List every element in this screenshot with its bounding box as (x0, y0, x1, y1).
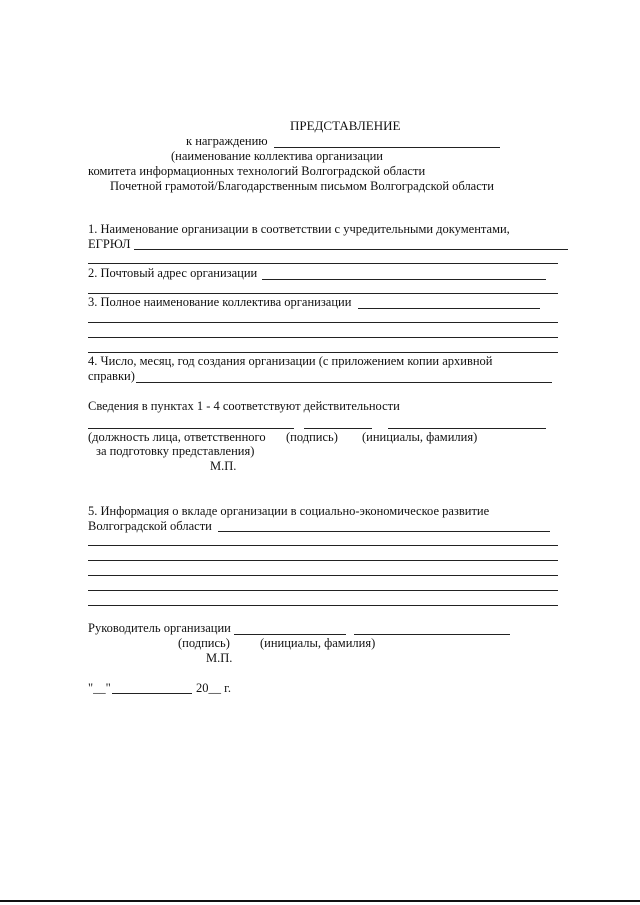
item5-extra-line-1[interactable] (88, 545, 558, 546)
head-name-line[interactable] (354, 634, 510, 635)
award-name-line[interactable] (274, 147, 500, 148)
item1-text: 1. Наименование организации в соответствии с учредительными документами, (88, 222, 510, 236)
item4-certificate-label: справки) (88, 369, 135, 383)
item3-extra-line-2[interactable] (88, 337, 558, 338)
head-signature-line[interactable] (234, 634, 346, 635)
item3-extra-line-1[interactable] (88, 322, 558, 323)
item5-field-line[interactable] (218, 531, 550, 532)
date-day-field[interactable]: "__" (88, 681, 111, 695)
item2-field-line[interactable] (262, 279, 546, 280)
item4-text: 4. Число, месяц, год создания организации (с приложением копии архивной (88, 354, 493, 368)
head-caption-signature: (подпись) (178, 636, 230, 650)
committee-text: комитета информационных технологий Волгоградской области (88, 164, 426, 178)
head-caption-name: (инициалы, фамилия) (260, 636, 376, 650)
item1-egrul-label: ЕГРЮЛ (88, 237, 131, 251)
caption-position: (должность лица, ответственного (88, 430, 266, 444)
item5-extra-line-4[interactable] (88, 590, 558, 591)
caption-position-continued: за подготовку представления) (96, 444, 255, 458)
item2-extra-line[interactable] (88, 293, 558, 294)
verification-stamp: М.П. (210, 459, 237, 473)
award-type-text: Почетной грамотой/Благодарственным письмом Волгоградской области (110, 179, 494, 193)
item5-text: 5. Информация о вкладе организации в социально-экономическое развитие (88, 504, 490, 518)
collective-hint: (наименование коллектива организации (171, 149, 383, 163)
item5-extra-line-3[interactable] (88, 575, 558, 576)
responsible-position-line[interactable] (88, 428, 294, 429)
item4-field-line[interactable] (136, 382, 552, 383)
head-stamp: М.П. (206, 651, 233, 665)
head-signature-label: Руководитель организации (88, 621, 231, 635)
caption-name: (инициалы, фамилия) (362, 430, 478, 444)
responsible-name-line[interactable] (388, 428, 546, 429)
item1-extra-line[interactable] (88, 263, 558, 264)
item3-text: 3. Полное наименование коллектива организации (88, 295, 352, 309)
item1-field-line[interactable] (134, 249, 568, 250)
item5-extra-line-2[interactable] (88, 560, 558, 561)
item5-extra-line-5[interactable] (88, 605, 558, 606)
caption-signature: (подпись) (286, 430, 338, 444)
item3-extra-line-3[interactable] (88, 352, 558, 353)
date-year-field[interactable]: 20__ г. (196, 681, 231, 695)
date-month-line[interactable] (112, 693, 192, 694)
verification-statement: Сведения в пунктах 1 - 4 соответствуют действительности (88, 399, 400, 413)
document-title: ПРЕДСТАВЛЕНИЕ (290, 118, 401, 133)
item5-region-label: Волгоградской области (88, 519, 212, 533)
page-bottom-edge (0, 900, 640, 902)
to-award-label: к награждению (186, 134, 268, 148)
item2-text: 2. Почтовый адрес организации (88, 266, 258, 280)
responsible-signature-line[interactable] (304, 428, 372, 429)
item3-field-line[interactable] (358, 308, 540, 309)
